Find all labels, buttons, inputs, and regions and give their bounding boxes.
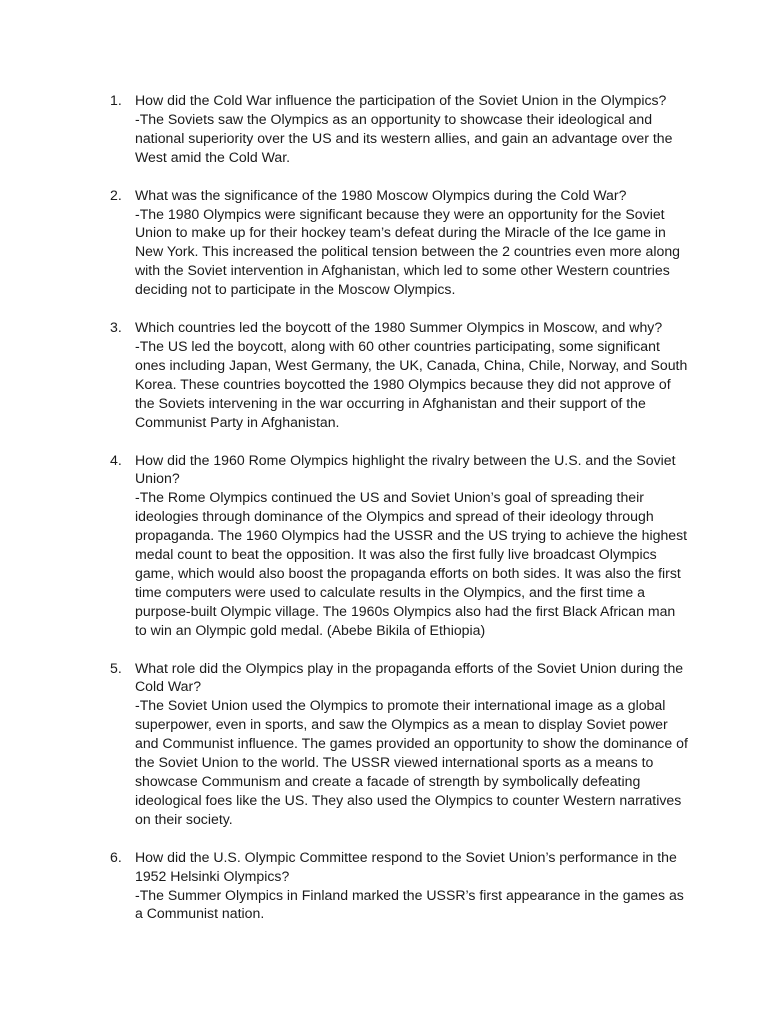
list-item [110,186,690,299]
answer-text: -The US led the boycott, along with 60 other countries participating, some significant ones including Japan, West Germany, the UK, Canada, China, Chile, Norway, and South Korea. These countries boycotted the 1980 Olympics because they did not approve of the Soviets intervening in the war occurring in Afghanistan and their support of the Communist Party in Afghanistan. [135,337,688,430]
item-number: 2. [110,186,122,203]
question-text: Which countries led the boycott of the 1980 Summer Olympics in Moscow, and why? [135,319,663,336]
list-item [110,318,690,431]
answer-text: -The Summer Olympics in Finland marked the USSR’s first appearance in the games as a Communist nation. [135,886,684,922]
question-text: What was the significance of the 1980 Moscow Olympics during the Cold War? [135,186,627,203]
answer-text: -The Soviets saw the Olympics as an opportunity to showcase their ideological and national superiority over the US and its western allies, and gain an advantage over the West amid the Cold War. [135,110,673,165]
question-text: How did the 1960 Rome Olympics highlight the rivalry between the U.S. and the Soviet Union? [135,451,676,487]
list-item [110,451,690,640]
item-number: 6. [110,848,122,865]
list-item [110,91,690,167]
item-number: 1. [110,92,122,108]
item-number: 4. [110,451,122,468]
question-list [110,91,690,942]
answer-text: -The Rome Olympics continued the US and Soviet Union’s goal of spreading their ideologies through dominance of the Olympics and spread of their ideology through propaganda. The 1960 Olympics had the USSR and the US trying to achieve the highest medal count to beat the opposition. It was also the first fully live broadcast Olympics game, which would also boost the propaganda efforts on both sides. It was also the first time computers were used to calculate results in the Olympics, and the first time a purpose-built Olympic village. The 1960s Olympics also had the first Black African man to win an Olympic gold medal. (Abebe Bikila of Ethiopia) [135,489,688,638]
answer-text: -The 1980 Olympics were significant because they were an opportunity for the Soviet Union to make up for their hockey team’s defeat during the Miracle of the Ice game in New York. This increased the political tension between the 2 countries even more along with the Soviet intervention in Afghanistan, which led to some other Western countries deciding not to participate in the Moscow Olympics. [135,205,681,298]
question-text: What role did the Olympics play in the propaganda efforts of the Soviet Union during the Cold War? [135,659,684,695]
list-item [110,848,690,924]
question-text: How did the Cold War influence the participation of the Soviet Union in the Olympics? [135,92,667,108]
question-text: How did the U.S. Olympic Committee respond to the Soviet Union’s performance in the 1952 Helsinki Olympics? [135,848,677,884]
list-item [110,659,690,829]
item-number: 5. [110,659,122,676]
item-number: 3. [110,319,122,336]
answer-text: -The Soviet Union used the Olympics to promote their international image as a global superpower, even in sports, and saw the Olympics as a mean to display Soviet power and Communist influence. The games provided an opportunity to show the dominance of the Soviet Union to the world. The USSR viewed international sports as a means to showcase Communism and create a facade of strength by symbolically defeating ideological foes like the US. They also used the Olympics to counter Western narratives on their society. [135,697,688,827]
